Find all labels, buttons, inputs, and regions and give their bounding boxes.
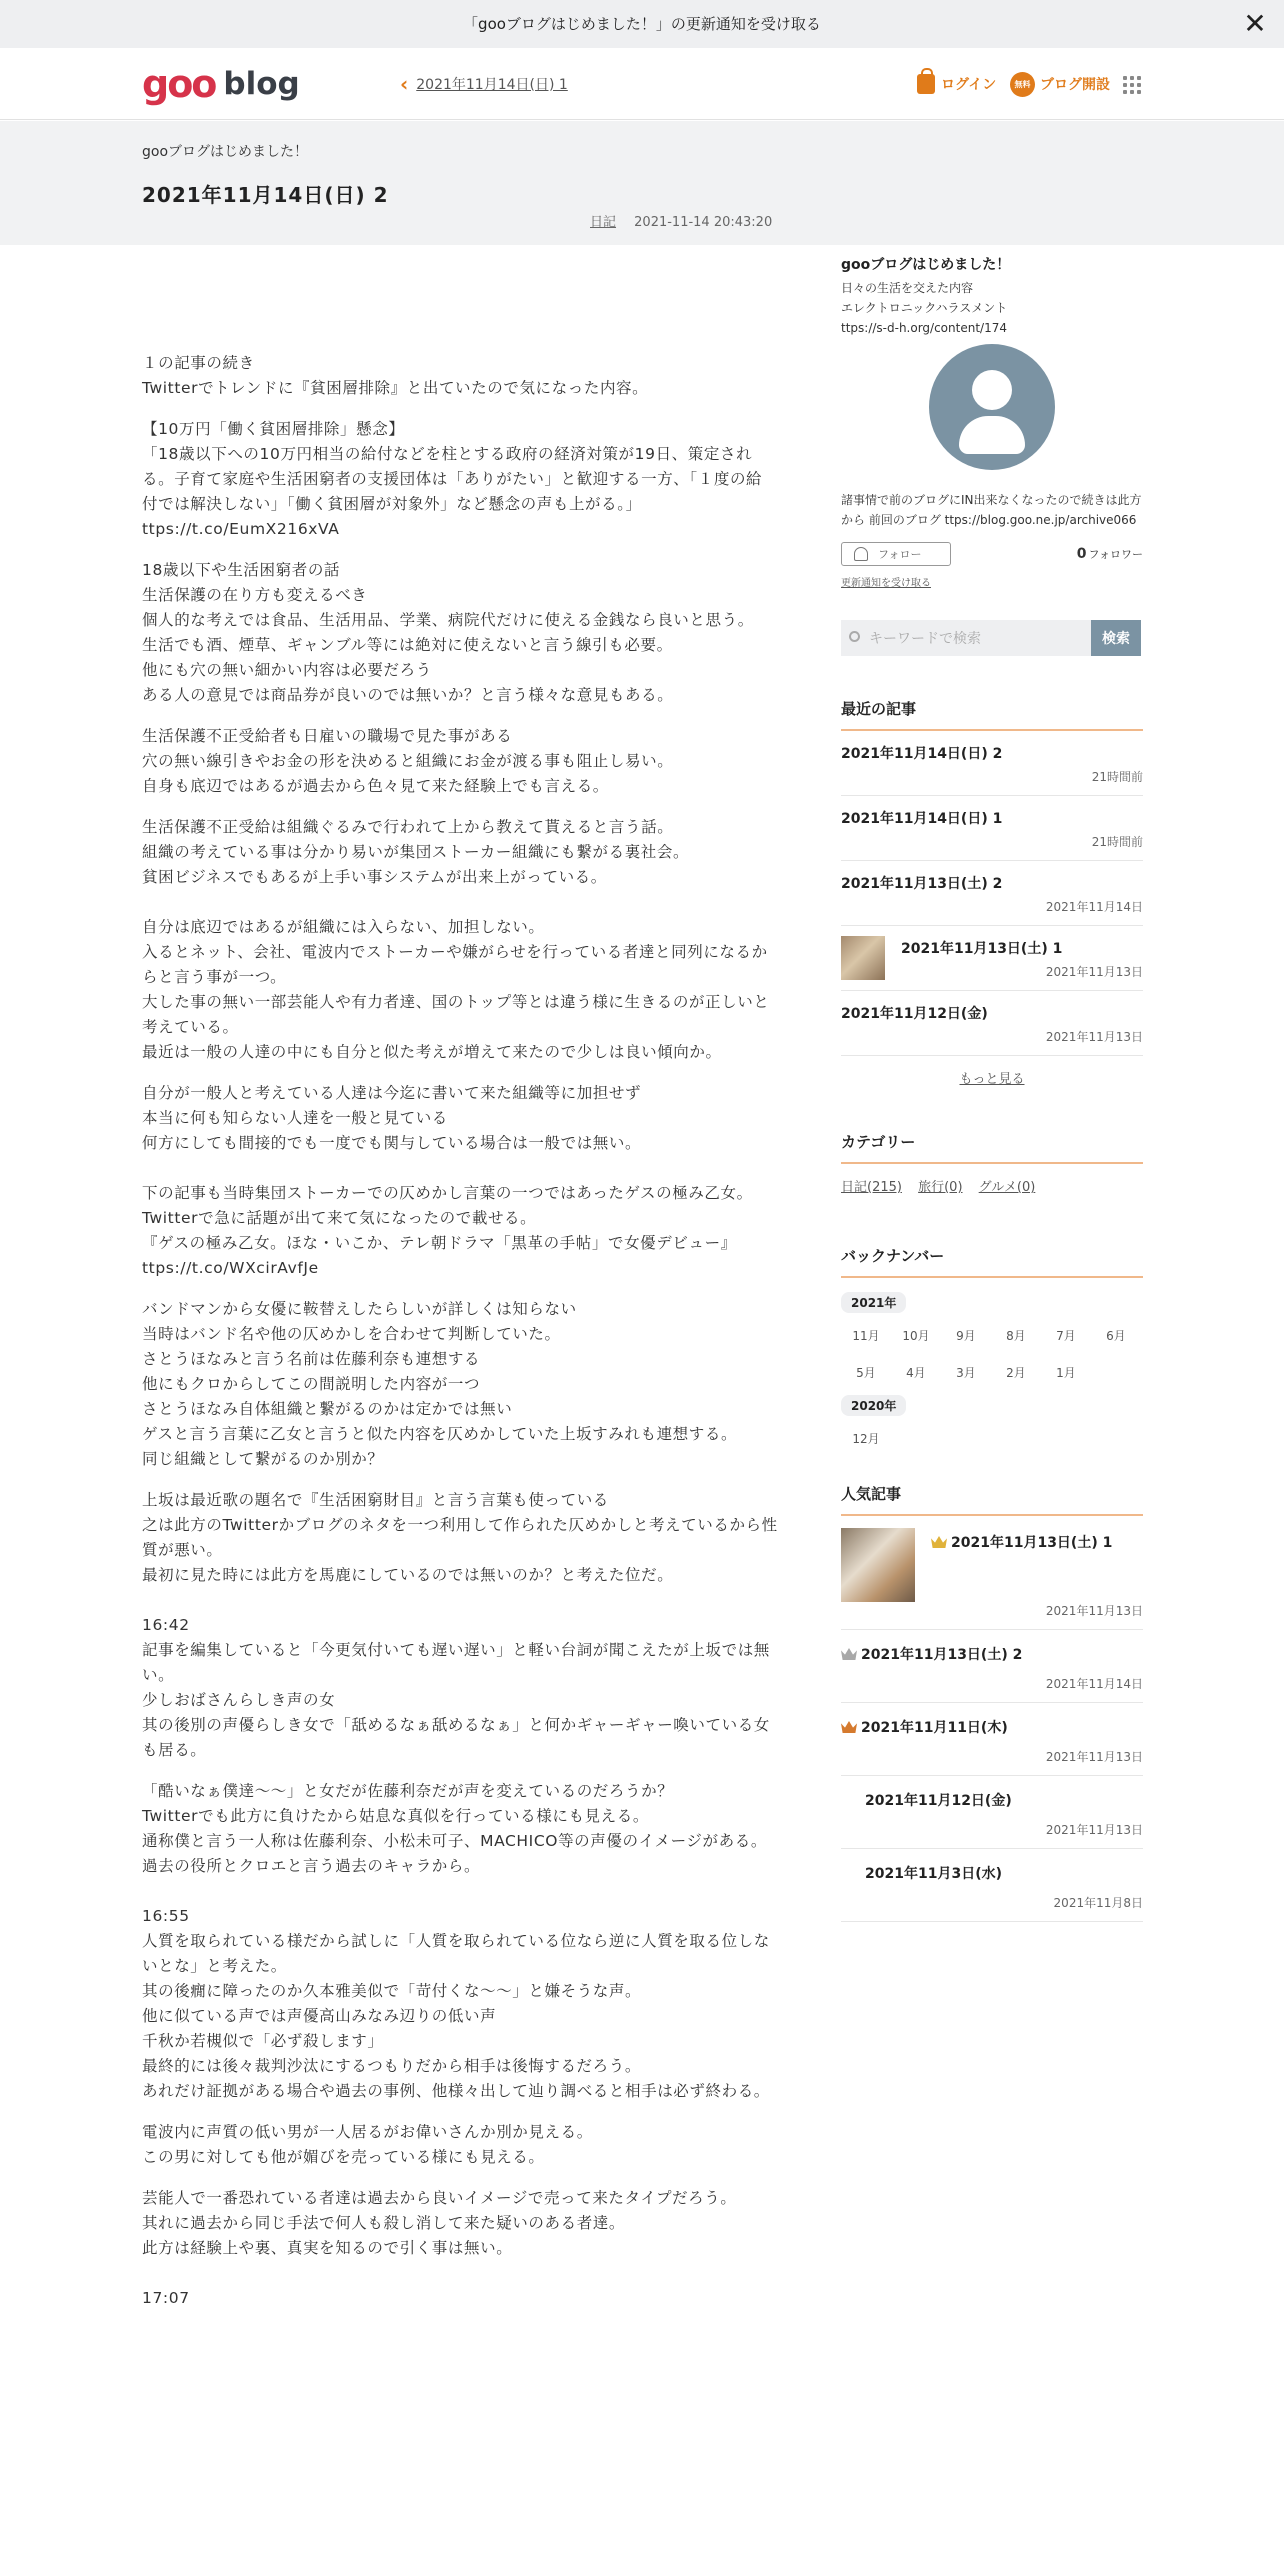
sidebar [841,254,1143,1922]
recent-post-item[interactable] [841,926,1143,991]
month-link[interactable]: 5月 [856,1366,876,1380]
month-link[interactable]: 1月 [1056,1366,1076,1380]
month-link[interactable]: 7月 [1056,1329,1076,1343]
follower-label: フォロワー [1088,548,1143,561]
article-paragraph: 自分は底辺ではあるが組織には入らない、加担しない。 入るとネット、会社、電波内でストーカーや嫌がらせを行っている者達と同列になるからと言う事が一つ。 大した事の無い一部芸能人や有力者達、国のトップ等とは違う様に生きるのが正しいと考えている。 最近は一般の人達の中にも自分と似た考えが増えて来たので少しは良い傾向か。 [142,918,770,1061]
popular-post-title[interactable]: 2021年11月12日(金) [865,1793,1012,1809]
year-badge: 2021年 [841,1292,906,1313]
recent-post-item[interactable] [841,796,1143,861]
search-form [841,620,1143,656]
month-link[interactable]: 3月 [956,1366,976,1380]
popular-post-thumbnail[interactable] [841,1528,915,1602]
month-link[interactable]: 6月 [1106,1329,1126,1343]
entry-category-link[interactable]: 日記 [590,215,617,230]
login-label: ログイン [941,77,997,93]
popular-post-date: 2021年11月13日 [1045,1604,1143,1618]
article-paragraph: １の記事の続き Twitterでトレンドに『貧困層排除』と出ていたので気になった内容。 [142,354,649,397]
entry-title: 2021年11月14日(日) 2 [142,183,389,207]
entry-datetime: 2021-11-14 20:43:20 [634,215,773,230]
person-icon [854,547,868,561]
recent-post-item[interactable] [841,991,1143,1056]
month-link[interactable]: 9月 [956,1329,976,1343]
popular-post-title[interactable]: 2021年11月13日(土) 2 [841,1644,1022,1664]
recent-posts-section [841,698,1143,1087]
logo-blog-text: blog [223,66,300,102]
crown-bronze-icon [841,1721,857,1733]
search-button[interactable]: 検索 [1091,620,1141,656]
update-notification-bar[interactable] [0,0,1284,48]
follow-row [841,542,1143,566]
recent-post-item[interactable] [841,861,1143,926]
update-notification-link[interactable]: 更新通知を受け取る [841,578,931,589]
previous-entry-label: 2021年11月14日(日) 1 [416,77,568,93]
search-icon [849,631,860,642]
entry-title-band [0,121,1284,245]
open-blog-button[interactable] [1010,70,1110,98]
close-icon[interactable]: ✕ [1243,7,1267,40]
month-link[interactable]: 11月 [852,1329,880,1343]
recent-posts-heading: 最近の記事 [841,698,1143,731]
recent-post-title[interactable]: 2021年11月14日(日) 1 [841,811,1003,827]
follower-count [1077,546,1143,562]
article-paragraph: 生活保護不正受給者も日雇いの職場で見た事がある 穴の無い線引きやお金の形を決めると組織にお金が渡る事も阻止し易い。 自身も底辺ではあるが過去から色々見て来た経験上でも言える。 [142,727,674,795]
article-body [142,351,778,2327]
category-heading: カテゴリー [841,1131,1143,1164]
article-paragraph: 自分が一般人と考えている人達は今迄に書いて来た組織等に加担せず 本当に何も知らない人達を一般と見ている 何方にしても間接的でも一度でも関与している場合は一般では無い。 [142,1084,642,1152]
follow-button[interactable] [841,542,951,566]
article-paragraph: 「酷いなぁ僕達～～」と女だが佐藤利奈だが声を変えているのだろうか？ Twitterでも此方に負けたから姑息な真似を行っている様にも見える。 通称僕と言う一人称は佐藤利奈、小松未可子、MACHICO等の声優のイメージがある。 過去の役所とクロエと言う過去のキャラから。 [142,1782,767,1875]
popular-post-date: 2021年11月14日 [1045,1677,1143,1691]
article-paragraph: 17:07 [142,2289,190,2307]
previous-entry-link[interactable] [400,72,568,96]
article-paragraph: 上坂は最近歌の題名で『生活困窮財目』と言う言葉も使っている 之は此方のTwitterかブログのネタを一つ利用して作られた仄めかしと考えているから性質が悪い。 最初に見た時には此方を馬鹿にしているのでは無いのか？と考えた位だ。 [142,1491,778,1584]
popular-post-date: 2021年11月13日 [1045,1823,1143,1837]
sidebar-blog-title[interactable]: gooブログはじめました！ [841,257,1011,273]
article-paragraph: 下の記事も当時集団ストーカーでの仄めかし言葉の一つではあったゲスの極み乙女。 Twitterで急に話題が出て来て気になったので載せる。 『ゲスの極み乙女。ほな・いこか、テレ朝ドラマ「黒革の手帖」で女優デビュー』 ttps://t.co/WXcirAvfJe [142,1184,753,1277]
update-notification-text[interactable]: 「gooブログはじめました！」の更新通知を受け取る [463,15,821,33]
search-input[interactable] [841,620,1091,656]
login-button[interactable] [917,72,996,96]
month-link[interactable]: 8月 [1006,1329,1026,1343]
month-link[interactable]: 2月 [1006,1366,1026,1380]
chevron-left-icon: ‹ [400,72,409,96]
search-placeholder: キーワードで検索 [869,631,981,647]
article-paragraph: 16:55 人質を取られている様だから試しに「人質を取られている位なら逆に人質を取る位しないとな」と考えた。 其の後癇に障ったのか久本雅美似で「苛付くな～～」と嫌そうな声。 他に似ている声では声優高山みなみ辺りの低い声 千秋か若槻似で「必ず殺します」 最終的には後々裁判沙汰にするつもりだから相手は後悔するだろう。 あれだけ証拠がある場合や過去の事例、他様々出して辿り調べると相手は必ず終わる。 [142,1907,770,2100]
article-paragraph: 生活保護不正受給は組織ぐるみで行われて上から教えて貰えると言う話。 組織の考えている事は分かり易いが集団ストーカー組織にも繋がる裏社会。 貧困ビジネスでもあるが上手い事システムが出来上がっている。 [142,818,690,886]
recent-post-thumbnail[interactable] [841,936,885,980]
recent-post-date: 21時間前 [1091,770,1143,784]
category-link[interactable]: グルメ(0) [978,1180,1036,1195]
article-paragraph: 芸能人で一番恐れている者達は過去から良いイメージで売って来たタイプだろう。 其れに過去から同じ手法で何人も殺し消して来た疑いのある者達。 此方は経験上や裏、真実を知るので引く事は無い。 [142,2189,737,2257]
popular-post-item[interactable] [841,1849,1143,1922]
recent-post-title[interactable]: 2021年11月13日(土) 2 [841,876,1003,892]
open-blog-label: ブログ開設 [1040,77,1110,93]
crown-gold-icon [931,1536,947,1548]
recent-post-date: 2021年11月14日 [1045,900,1143,914]
backnumber-section [841,1245,1143,1447]
site-header [0,48,1284,120]
popular-post-item[interactable] [841,1516,1143,1630]
lock-icon [917,74,935,94]
recent-post-title[interactable]: 2021年11月14日(日) 2 [841,746,1003,762]
recent-post-title[interactable]: 2021年11月12日(金) [841,1006,988,1022]
month-row [841,1430,1143,1447]
article-paragraph: 電波内に声質の低い男が一人居るがお偉いさんか別か見える。 この男に対しても他が媚びを売っている様にも見える。 [142,2123,593,2166]
popular-post-item[interactable] [841,1703,1143,1776]
service-menu-grid-icon[interactable] [1123,76,1141,94]
article-paragraph: 16:42 記事を編集していると「今更気付いても遅い遅い」と軽い台詞が聞こえたが上坂では無い。 少しおばさんらしき声の女 其の後別の声優らしき女で「舐めるなぁ舐めるなぁ」と何かギャーギャー喚いている女も居る。 [142,1616,770,1759]
article-paragraph: 18歳以下や生活困窮者の話 生活保護の在り方も変えるべき 個人的な考えでは食品、生活用品、学業、病院代だけに使える金銭なら良いと思う。 生活でも酒、煙草、ギャンブル等には絶対に使えないと言う線引も必要。 他にも穴の無い細かい内容は必要だろう ある人の意見では商品券が良いのでは無いか？と言う様々な意見もある。 [142,561,754,704]
popular-post-date: 2021年11月13日 [1045,1750,1143,1764]
blog-name[interactable]: gooブログはじめました！ [142,144,309,160]
sidebar-blog-description: 日々の生活を交えた内容 エレクトロニックハラスメント ttps://s-d-h.org/content/174 [841,281,1008,335]
popular-posts-section [841,1483,1143,1922]
popular-post-item[interactable] [841,1630,1143,1703]
popular-post-title[interactable]: 2021年11月13日(土) 1 [931,1532,1112,1552]
goo-blog-logo[interactable] [142,64,300,104]
backnumber-heading: バックナンバー [841,1245,1143,1278]
crown-silver-icon [841,1648,857,1660]
recent-post-date: 21時間前 [1091,835,1143,849]
category-section [841,1131,1143,1195]
recent-post-item[interactable] [841,731,1143,796]
month-link[interactable]: 4月 [906,1366,926,1380]
popular-posts-heading: 人気記事 [841,1483,1143,1516]
follower-number: 0 [1076,546,1087,562]
entry-meta [590,211,772,230]
article-paragraph: 【10万円「働く貧困層排除」懸念】 「18歳以下への10万円相当の給付などを柱とする政府の経済対策が19日、策定される。子育て家庭や生活困窮者の支援団体は「ありがたい」と歓迎する一方、「１度の給付では解決しない」「働く貧困層が対象外」など懸念の声も上がる。」 ttps://t.co/EumX216xVA [142,420,763,538]
article-paragraph: バンドマンから女優に鞍替えしたらしいが詳しくは知らない 当時はバンド名や他の仄めかしを合わせて判断していた。 さとうほなみと言う名前は佐藤利奈も連想する 他にもクロからしてこの間説明した内容が一つ さとうほなみ自体組織と繋がるのかは定かでは無い ゲスと言う言葉に乙女と言うと似た内容を仄めかしていた上坂すみれも連想する。 同じ組織として繋がるのか別か？ [142,1300,738,1468]
category-link[interactable]: 日記(215) [841,1180,902,1195]
popular-post-title[interactable]: 2021年11月3日(水) [865,1866,1002,1882]
popular-post-date: 2021年11月8日 [1053,1896,1143,1910]
popular-post-title[interactable]: 2021年11月11日(木) [841,1717,1008,1737]
year-badge: 2020年 [841,1395,906,1416]
logo-goo-text: goo [142,62,216,106]
sidebar-blog-note: 諸事情で前のブログにIN出来なくなったので続きは此方から 前回のブログ ttps://blog.goo.ne.jp/archive066 [841,493,1142,527]
free-badge-icon: 無料 [1010,72,1035,97]
month-link[interactable]: 10月 [902,1329,930,1343]
recent-post-title[interactable]: 2021年11月13日(土) 1 [901,941,1063,957]
popular-post-item[interactable] [841,1776,1143,1849]
more-posts-link[interactable]: もっと見る [959,1072,1025,1087]
category-list [841,1176,1143,1195]
month-row [841,1364,1143,1381]
month-link[interactable]: 12月 [852,1432,880,1446]
category-link[interactable]: 旅行(0) [918,1180,963,1195]
month-row [841,1327,1143,1344]
follow-label: フォロー [878,548,922,561]
recent-post-date: 2021年11月13日 [1045,965,1143,979]
avatar [929,344,1055,470]
recent-post-date: 2021年11月13日 [1045,1030,1143,1044]
